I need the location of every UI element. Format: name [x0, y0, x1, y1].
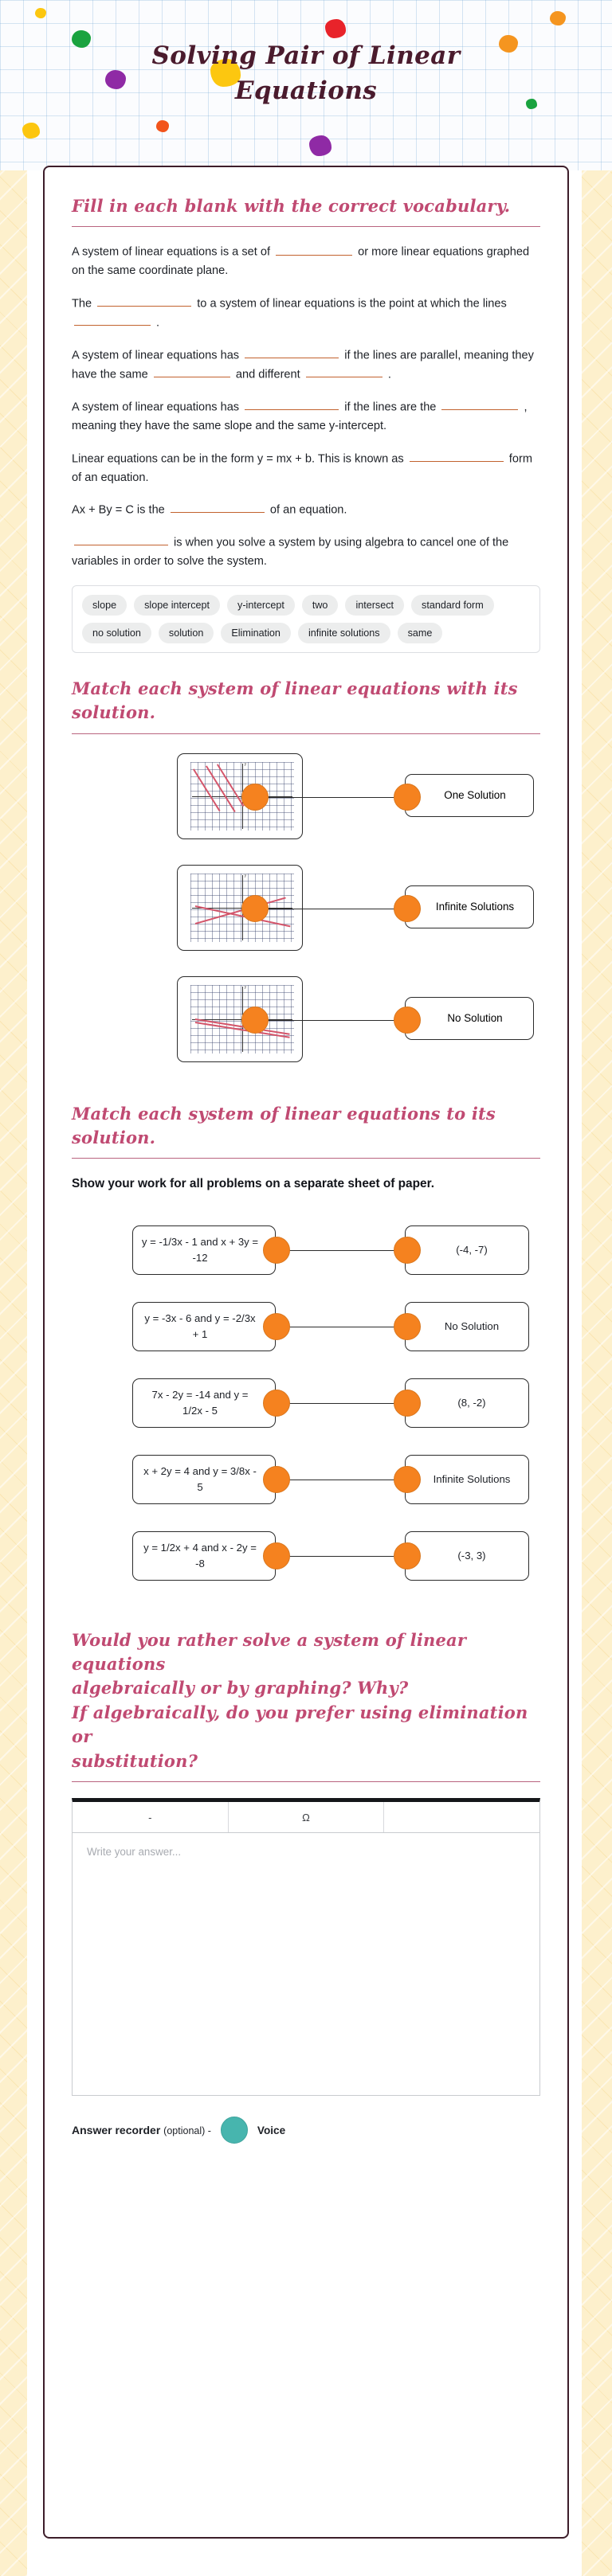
vocab-text: form of an equation.	[72, 451, 532, 484]
graph-match-dot-right[interactable]	[394, 1007, 421, 1034]
worksheet-card	[43, 166, 569, 2539]
vocab-text: is when you solve a system by using algebra to cancel one of the variables in order to solve the system.	[72, 536, 509, 569]
graph-answer-box[interactable]: Infinite Solutions	[405, 885, 534, 928]
vocab-paragraph	[72, 534, 540, 572]
graph-line	[217, 764, 244, 806]
vocab-blank-input[interactable]	[245, 398, 339, 410]
reflection-heading	[72, 1628, 540, 1774]
graph-coincident-lines	[177, 976, 303, 1062]
reflection-section	[72, 1628, 540, 2144]
answer-editor	[72, 1798, 540, 2096]
reflection-heading-line2: algebraically or by graphing? Why?	[72, 1678, 409, 1698]
voice-record-button[interactable]	[221, 2117, 248, 2144]
word-bank-chip[interactable]: y-intercept	[227, 595, 295, 616]
equation-match-dot-left[interactable]	[263, 1237, 290, 1264]
vocab-blank-input[interactable]	[441, 398, 518, 410]
vocab-blank-input[interactable]	[74, 314, 151, 326]
reflection-heading-line1: Would you rather solve a system of linear equations	[72, 1629, 467, 1675]
match-equations-note: Show your work for all problems on a separate sheet of paper.	[72, 1177, 434, 1191]
vocab-text: .	[153, 316, 160, 330]
graph-match-dot-left[interactable]	[241, 1007, 269, 1034]
equation-answer-box[interactable]: (-4, -7)	[405, 1225, 529, 1275]
word-bank-chip[interactable]: no solution	[82, 623, 151, 643]
match-connector-line	[253, 797, 397, 798]
graph-match-dot-right[interactable]	[394, 784, 421, 811]
vocab-text: .	[384, 368, 391, 381]
equation-answer-box[interactable]: (-3, 3)	[405, 1531, 529, 1581]
vocab-text: and different	[232, 368, 304, 381]
word-bank-chip[interactable]: same	[398, 623, 443, 643]
match-graph-row	[72, 862, 540, 956]
graph-match-dot-right[interactable]	[394, 895, 421, 922]
match-graph-row	[72, 750, 540, 844]
word-bank-chip[interactable]: slope intercept	[134, 595, 220, 616]
vocab-blank-input[interactable]	[171, 501, 265, 513]
vocab-text: if the lines are the	[341, 401, 440, 414]
vocab-blank-input[interactable]	[74, 534, 168, 545]
graph-axis-label: y	[244, 761, 247, 767]
voice-label: Voice	[257, 2124, 286, 2136]
graph-answer-box[interactable]: No Solution	[405, 997, 534, 1040]
page-title-line1: Solving Pair of Linear	[151, 41, 461, 70]
recorder-optional-text: (optional) -	[163, 2125, 211, 2137]
splat-yellow-2	[22, 123, 40, 139]
word-bank-chip[interactable]: standard form	[411, 595, 494, 616]
toolbar-spacer	[384, 1802, 539, 1832]
vocab-text: A system of linear equations has	[72, 401, 243, 414]
vocab-text: A system of linear equations has	[72, 349, 243, 362]
worksheet-header	[0, 0, 612, 170]
match-connector-line	[275, 1250, 398, 1251]
graph-match-dot-left[interactable]	[241, 784, 269, 811]
equation-match-dot-left[interactable]	[263, 1390, 290, 1417]
vocab-text: Ax + By = C is the	[72, 503, 168, 517]
equation-answer-box[interactable]: No Solution	[405, 1302, 529, 1351]
vocab-blank-input[interactable]	[410, 450, 504, 462]
vocab-text: Linear equations can be in the form y = mx + b. This is known as	[72, 451, 407, 465]
recorder-label	[72, 2124, 211, 2136]
graph-axis-label: y	[244, 873, 247, 878]
match-graphs-divider	[72, 733, 540, 734]
vocab-text: or more linear equations graphed on the same coordinate plane.	[72, 245, 530, 278]
equation-box[interactable]: y = 1/2x + 4 and x - 2y = -8	[132, 1531, 276, 1581]
match-equations-section	[72, 1102, 540, 1597]
word-bank-chip[interactable]: intersect	[345, 595, 404, 616]
match-equation-row	[72, 1225, 540, 1291]
splat-purple-2	[309, 135, 332, 156]
vocab-paragraph-list	[72, 243, 540, 571]
right-decorative-band	[582, 0, 612, 2576]
reflection-divider	[72, 1781, 540, 1782]
match-equation-row	[72, 1302, 540, 1367]
graph-parallel-lines	[177, 753, 303, 839]
editor-toolbar[interactable]	[72, 1798, 540, 1833]
vocab-text: , meaning they have the same slope and the same y-intercept.	[72, 401, 528, 432]
match-equation-row	[72, 1455, 540, 1520]
answer-textarea[interactable]: Write your answer...	[72, 1833, 540, 2096]
match-equations-rows	[72, 1225, 540, 1597]
equation-match-dot-right[interactable]	[394, 1542, 421, 1569]
vocab-text: The	[72, 297, 96, 311]
graph-line	[195, 897, 286, 924]
omega-symbol-icon[interactable]: Ω	[229, 1802, 385, 1832]
equation-box[interactable]: y = -3x - 6 and y = -2/3x + 1	[132, 1302, 276, 1351]
vocab-paragraph	[72, 243, 540, 281]
left-decorative-band	[0, 0, 27, 2576]
word-bank-chip[interactable]: Elimination	[221, 623, 291, 643]
graph-answer-box[interactable]: One Solution	[405, 774, 534, 817]
vocab-blank-input[interactable]	[245, 346, 339, 358]
text-style-icon[interactable]: -	[73, 1802, 229, 1832]
word-bank	[72, 585, 540, 653]
match-graphs-rows	[72, 750, 540, 1067]
vocab-text: A system of linear equations is a set of	[72, 245, 274, 259]
vocab-paragraph	[72, 398, 540, 436]
page-title	[0, 38, 612, 108]
splat-yellow-3	[35, 8, 46, 18]
vocab-blank-input[interactable]	[306, 365, 382, 377]
graph-intersecting-lines	[177, 865, 303, 951]
match-graphs-section	[72, 677, 540, 1067]
vocab-text: to a system of linear equations is the point at which the lines	[194, 297, 507, 311]
match-equations-heading: Match each system of linear equations to its solution.	[72, 1103, 496, 1148]
page-title-line2: Equations	[234, 76, 378, 106]
word-bank-chip[interactable]: slope	[82, 595, 127, 616]
match-graph-row	[72, 973, 540, 1067]
vocab-paragraph	[72, 295, 540, 333]
equation-answer-box[interactable]: Infinite Solutions	[405, 1455, 529, 1504]
equation-match-dot-right[interactable]	[394, 1313, 421, 1340]
word-bank-chip[interactable]: two	[302, 595, 339, 616]
vocab-section-heading: Fill in each blank with the correct vocabulary.	[72, 196, 511, 216]
equation-match-dot-left[interactable]	[263, 1313, 290, 1340]
equation-match-dot-right[interactable]	[394, 1237, 421, 1264]
vocab-paragraph	[72, 450, 540, 488]
vocab-text: if the lines are parallel, meaning they have the same	[72, 349, 534, 381]
word-bank-chip[interactable]: solution	[159, 623, 214, 643]
splat-orangered	[156, 120, 169, 132]
equation-box[interactable]: x + 2y = 4 and y = 3/8x - 5	[132, 1455, 276, 1504]
vocab-blank-input[interactable]	[97, 295, 191, 307]
recorder-label-text: Answer recorder	[72, 2124, 161, 2137]
answer-recorder-row	[72, 2117, 540, 2144]
reflection-heading-line4: substitution?	[72, 1750, 198, 1771]
equation-match-dot-right[interactable]	[394, 1466, 421, 1493]
splat-red	[325, 19, 346, 38]
graph-match-dot-left[interactable]	[241, 895, 269, 922]
equation-box[interactable]: y = -1/3x - 1 and x + 3y = -12	[132, 1225, 276, 1275]
reflection-heading-line3: If algebraically, do you prefer using elimination or	[72, 1702, 528, 1747]
vocab-paragraph	[72, 501, 540, 520]
word-bank-chip[interactable]: infinite solutions	[298, 623, 390, 643]
match-connector-line	[253, 1020, 397, 1021]
equation-answer-box[interactable]: (8, -2)	[405, 1378, 529, 1428]
match-connector-line	[275, 1556, 398, 1557]
match-equation-row	[72, 1378, 540, 1444]
match-equation-row	[72, 1531, 540, 1597]
equation-match-dot-right[interactable]	[394, 1390, 421, 1417]
equation-match-dot-left[interactable]	[263, 1466, 290, 1493]
splat-orange-2	[550, 11, 566, 25]
graph-line	[193, 768, 220, 811]
vocab-blank-input[interactable]	[154, 365, 230, 377]
match-equations-divider	[72, 1158, 540, 1159]
graph-axis-label: y	[244, 984, 247, 990]
vocab-paragraph	[72, 346, 540, 385]
match-connector-line	[275, 1403, 398, 1404]
equation-match-dot-left[interactable]	[263, 1542, 290, 1569]
vocab-divider	[72, 226, 540, 227]
equation-box[interactable]: 7x - 2y = -14 and y = 1/2x - 5	[132, 1378, 276, 1428]
match-graphs-heading: Match each system of linear equations with its solution.	[72, 678, 518, 723]
vocab-blank-input[interactable]	[276, 243, 352, 255]
vocab-text: of an equation.	[266, 503, 347, 517]
